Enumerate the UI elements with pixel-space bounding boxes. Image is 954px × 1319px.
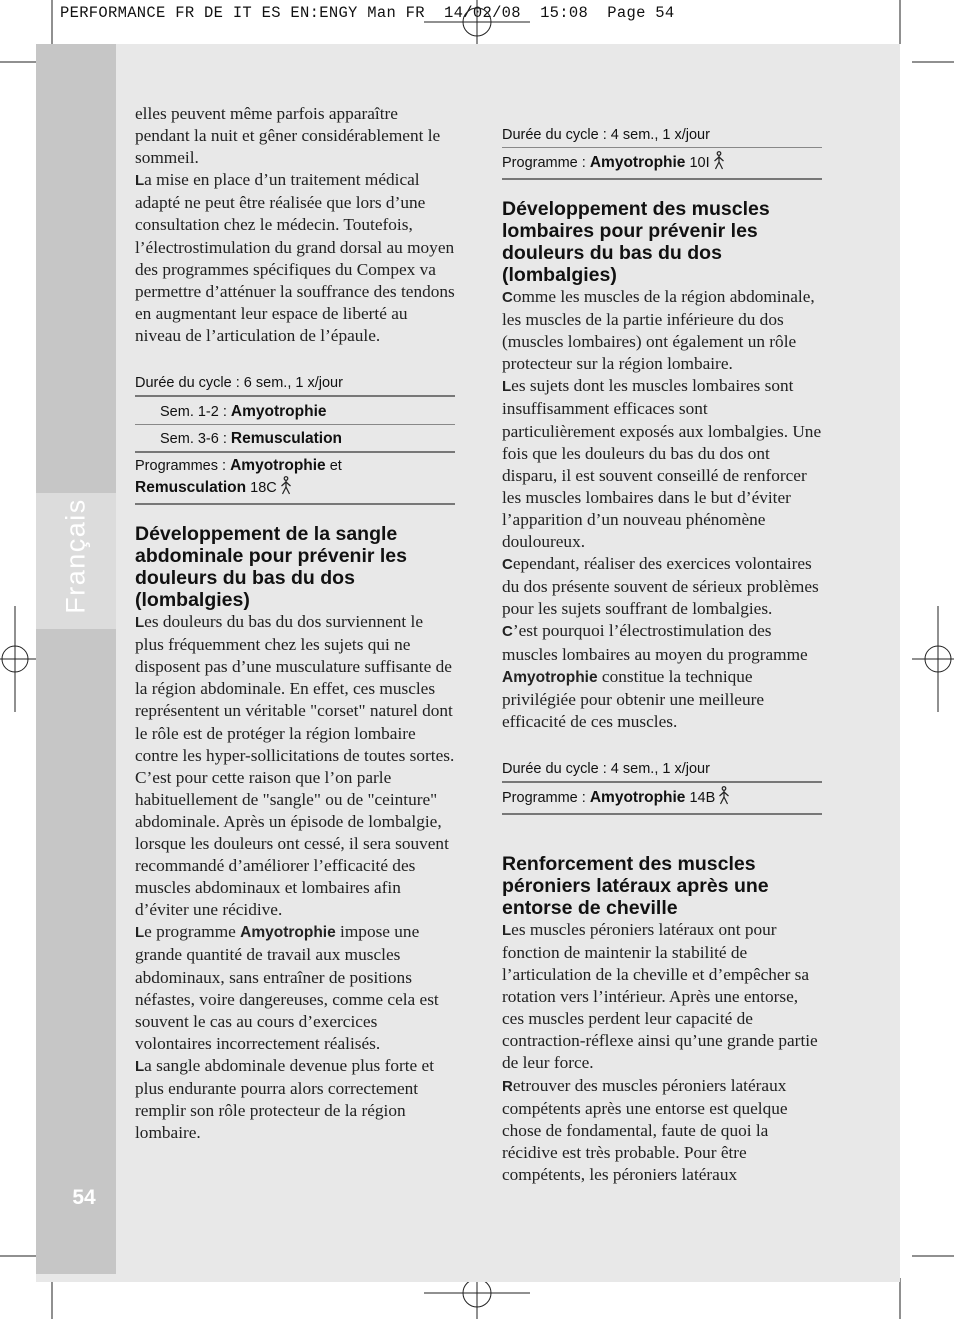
initial-letter: L xyxy=(502,921,512,939)
left-column xyxy=(135,103,455,1144)
cycle-row xyxy=(135,371,455,397)
cycle-text: Durée du cycle : 4 sem., 1 x/jour xyxy=(502,760,710,777)
program-name: Amyotrophie xyxy=(502,668,598,686)
section-heading: Développement des muscles lombaires pour prévenir les douleurs du bas du dos (lombalgies) xyxy=(502,198,770,286)
program-code: 14B xyxy=(685,789,716,806)
paragraph-text: e programme xyxy=(144,922,241,942)
program-table xyxy=(135,371,455,505)
paragraph xyxy=(502,375,822,553)
paragraph xyxy=(502,553,822,620)
paragraph xyxy=(502,286,822,375)
paragraph-text: es sujets dont les muscles lombaires sont insuffisamment efficaces sont particulièrement exposés aux lombalgies. Une fois que les douleurs du bas du dos ont disparu, il est souvent conseillé de renforcer les muscles lombaires dans le but d’éviter l’apparition d’un nouveau phénomène douloureux. xyxy=(502,376,822,552)
program-table xyxy=(502,757,822,815)
paragraph xyxy=(502,919,822,1075)
initial-letter: L xyxy=(135,1057,145,1075)
initial-letter: C xyxy=(502,623,513,641)
cycle-text: Durée du cycle : 6 sem., 1 x/jour xyxy=(135,375,343,392)
initial-letter: L xyxy=(135,614,145,632)
program-name: Amyotrophie xyxy=(230,403,327,421)
paragraph-text: constitue la technique privilégiée pour obtenir une meilleure efficacité de ces muscles. xyxy=(502,666,765,731)
initial-letter: L xyxy=(502,378,512,396)
program-name: Amyotrophie xyxy=(589,788,686,806)
paragraph xyxy=(135,169,455,347)
initial-letter: R xyxy=(502,1077,513,1095)
sidebar-band xyxy=(36,44,116,1274)
paragraph-text: es douleurs du bas du dos surviennent le plus fréquemment chez les sujets qui ne disposent pas d’une musculature suffisante de la région abdominale. En effet, ces muscles représentent un véritable "corset" naturel dont le rôle est de protéger la région lombaire contre les hyper-sollicitations de toutes sortes. C’est pour cette raison que l’on parle habituellement de "sangle" ou de "ceinture" abdominale. Après un épisode de lombalgie, lorsque les douleurs ont cessé, il sera souvent recommandé d’améliorer l’efficacité des muscles abdominaux et lombaires afin d’éviter une récidive. xyxy=(135,612,455,920)
paragraph-text: ependant, réaliser des exercices volontaires du dos présente souvent de sérieux problèmes pour les sujets souffrant de lombalgies. xyxy=(502,554,819,619)
paragraph xyxy=(135,1055,455,1144)
cycle-row xyxy=(502,757,822,783)
program-name: Remusculation xyxy=(135,479,247,497)
right-column xyxy=(502,123,822,1186)
initial-letter: L xyxy=(135,924,145,942)
week-label: Sem. 1-2 : xyxy=(160,404,231,421)
program-table xyxy=(502,123,822,180)
week-label: Sem. 3-6 : xyxy=(160,431,231,448)
program-name: Amyotrophie xyxy=(589,154,686,171)
paragraph xyxy=(135,611,455,921)
print-slug: PERFORMANCE FR DE IT ES EN:ENGY Man FR 14/02/08 15:08 Page 54 xyxy=(60,4,675,22)
section-heading: Développement de la sangle abdominale pour prévenir les douleurs du bas du dos (lombalgies) xyxy=(135,523,407,612)
week-row xyxy=(135,397,455,425)
paragraph-text: a sangle abdominale devenue plus forte et plus endurante pourra alors correctement remplir son rôle protecteur de la région lombaire. xyxy=(135,1055,435,1143)
initial-letter: C xyxy=(502,289,513,306)
paragraph-text: a mise en place d’un traitement médical adapté ne peut être réalisée que lors d’une consultation chez le médecin. Toutefois, l’électrostimulation du grand dorsal au moyen des programmes spécifiques du Compex va permettre d’atténuer la souffrance des tendons en augmentant leur espace de liberté au niveau de l’articulation de l’épaule. xyxy=(135,170,455,345)
paragraph-text: es muscles péroniers latéraux ont pour fonction de maintenir la stabilité de l’articulation de la cheville et d’empêcher sa rotation vers l’intérieur. Après une entorse, ces muscles perdent leur capacité de contraction-réflexe ainsi qu’une grande partie de leur force. xyxy=(502,919,818,1073)
paragraph xyxy=(135,921,455,1055)
standing-person-icon xyxy=(713,151,725,176)
program-code: 18C xyxy=(246,480,277,497)
program-label: Programme : xyxy=(502,155,590,171)
paragraph xyxy=(502,1075,822,1186)
program-name: Amyotrophie xyxy=(240,924,336,942)
paragraph-text: etrouver des muscles péroniers latéraux compétents après une entorse est quelque chose de fondamental, faute de quoi la récidive est très probable. Pour être compétents, les péroniers latéraux xyxy=(502,1075,788,1184)
page-number: 54 xyxy=(72,1186,96,1209)
paragraph xyxy=(502,620,822,732)
intro-paragraph: elles peuvent même parfois apparaître pendant la nuit et gêner considérablement le sommeil. xyxy=(135,104,441,168)
paragraph-text: ’est pourquoi l’électrostimulation des muscles lombaires au moyen du programme xyxy=(502,621,808,664)
standing-person-icon xyxy=(718,786,730,811)
programs-label: Programmes : xyxy=(135,458,231,475)
programs-row xyxy=(135,453,455,505)
language-label: Français xyxy=(60,498,91,614)
initial-letter: L xyxy=(135,172,145,190)
cycle-text: Durée du cycle : 4 sem., 1 x/jour xyxy=(502,127,710,143)
week-row xyxy=(135,425,455,453)
program-label: Programme : xyxy=(502,789,590,806)
program-name: Remusculation xyxy=(230,430,343,448)
program-name: Amyotrophie xyxy=(230,457,326,475)
program-row xyxy=(502,148,822,180)
paragraph-text: impose une grande quantité de travail aux muscles abdominaux, sans entraîner de positions néfastes, voire dangereuses, comme cela est souvent le cas au cours d’exercices volontaires incorrectement réalisés. xyxy=(135,922,439,1053)
program-row xyxy=(502,783,822,815)
section-heading: Renforcement des muscles péroniers latéraux après une entorse de cheville xyxy=(502,852,769,919)
initial-letter: C xyxy=(502,556,513,574)
cycle-row xyxy=(502,123,822,148)
program-code: 10I xyxy=(685,155,710,171)
connector-text: et xyxy=(325,458,342,475)
standing-person-icon xyxy=(280,476,292,501)
paragraph-text: omme les muscles de la région abdominale, les muscles de la partie inférieure du dos (muscles lombaires) ont également un rôle protecteur sur la région lombaire. xyxy=(502,287,815,374)
